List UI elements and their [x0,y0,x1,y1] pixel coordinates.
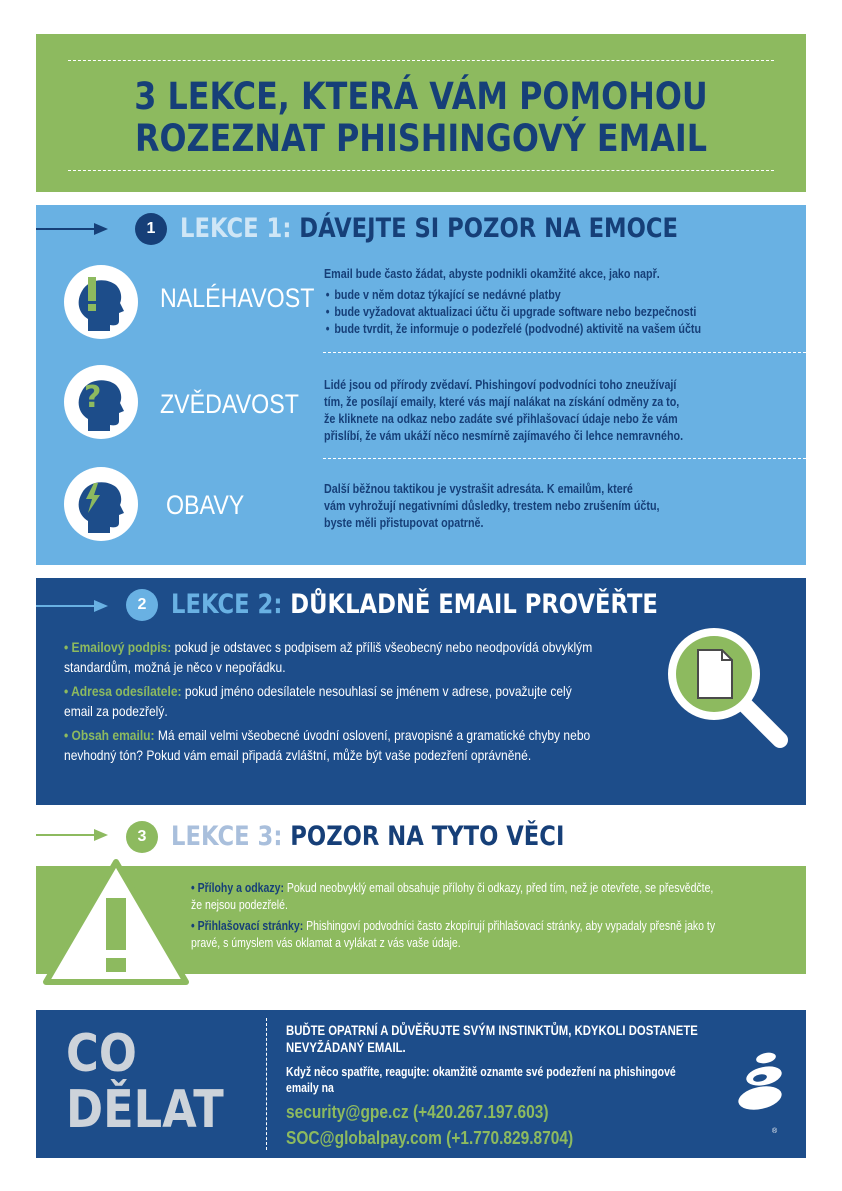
divider [323,458,806,459]
urgency-head-icon [64,265,138,339]
list-item: • bude vyžadovat aktualizaci účtu či upgrade software nebo bezpečnosti [334,304,701,321]
company-logo-icon [736,1048,788,1128]
arrow-icon [94,829,108,841]
footer-heading [66,1026,224,1138]
lesson-3-title [171,821,675,853]
lesson-1-title [180,213,678,245]
warning-triangle-icon [40,854,192,990]
item-text: email za podezřelý. [64,702,168,719]
item-text: Phishingoví podvodníci často zkopírují přihlašovací stránky, aby vypadaly přesně jako ty [303,919,716,933]
text-line: vám vyhrožují negativními důsledky, trestem nebo zrušením účtu, [324,499,660,513]
footer-text: emaily na [286,1081,334,1095]
svg-text:?: ? [84,380,102,415]
divider [68,170,774,171]
item-key: • Přílohy a odkazy: [191,881,284,895]
lesson-2-title [171,589,658,621]
urgency-description [324,266,701,338]
fear-description [324,481,660,532]
emotion-label-curiosity: ZVĚDAVOST [160,389,299,419]
arrow-line [36,228,94,230]
divider [68,60,774,61]
curiosity-head-icon [64,365,138,439]
lesson-number-badge: 1 [135,213,167,245]
divider [323,352,806,353]
list-item: • bude v něm dotaz týkající se nedávné platby [334,287,701,304]
text-line: byste měli přistupovat opatrně. [324,516,484,530]
header-banner [36,34,806,192]
title-line-1: 3 LEKCE, KTERÁ VÁM POMOHOU [134,75,708,118]
lesson-heading: DÁVEJTE SI POZOR NA EMOCE [299,213,679,244]
footer-text: NEVYŽÁDANÝ EMAIL. [286,1040,406,1055]
heading-line: DĚLAT [66,1080,224,1140]
item-text: že nejsou podezřelé. [191,898,288,912]
item-text: pokud je odstavec s podpisem až příliš všeobecný nebo neodpovídá obvyklým [171,639,593,655]
arrow-line [36,834,94,836]
urgency-list [324,287,701,338]
item-text: pokud jméno odesílatele nesouhlasí se jménem v adrese, považujte celý [181,683,572,699]
emotion-label-fear: OBAVY [166,490,245,520]
footer-text: BUĎTE OPATRNÍ A DŮVĚŘUJTE SVÝM INSTINKTŮM, KDYKOLI DOSTANETE [286,1023,698,1038]
page-title [90,76,752,160]
title-line-2: ROZEZNAT PHISHINGOVÝ EMAIL [134,117,708,160]
lesson-heading: POZOR NA TYTO VĚCI [290,821,565,852]
item-key: • Přihlašovací stránky: [191,919,304,933]
lesson-number-badge: 3 [126,821,158,853]
text-line: Další běžnou taktikou je vystrašit adresáta. K emailům, které [324,482,633,496]
item-key: • Emailový podpis: [64,639,172,655]
item-key: • Adresa odesílatele: [64,683,182,699]
curiosity-description [324,377,683,445]
footer-what-to-do [36,1010,806,1158]
lesson-number-badge: 2 [126,589,158,621]
lesson-label: LEKCE 1: [180,213,292,244]
item-text: standardům, možná je něco v nepořádku. [64,658,286,675]
registered-mark: ® [772,1128,778,1135]
contact-globalpay[interactable]: SOC@globalpay.com (+1.770.829.8704) [286,1128,574,1148]
emotion-label-urgency: NALÉHAVOST [160,283,315,313]
item-text: pravé, s úmyslem vás oklamat a vylákat z vás vaše údaje. [191,936,461,950]
check-sender [64,682,572,721]
item-text: nevhodný tón? Pokud vám email připadá zvláštní, může být vaše podezření oprávněné. [64,746,532,763]
item-key: • Obsah emailu: [64,727,155,743]
divider [266,1018,267,1150]
item-text: Pokud neobvyklý email obsahuje přílohy či odkazy, před tím, než je otevřete, se přesvědčte, [283,881,714,895]
lesson-heading: DŮKLADNĚ EMAIL PROVĚŘTE [290,589,658,620]
lesson-2-panel [36,578,806,805]
text-line: přislíbí, že vám ukáží něco nesmírně zajímavého či lehce nemravného. [324,429,684,443]
urgency-intro: Email bude často žádat, abyste podnikli okamžité akce, jako např. [324,267,660,281]
magnifier-document-icon [664,624,790,750]
lesson-1-panel [36,205,806,565]
warn-attachments [191,880,713,914]
lesson-label: LEKCE 3: [171,821,283,852]
check-content [64,726,590,765]
lesson-label: LEKCE 2: [171,589,283,620]
text-line: že kliknete na odkaz nebo zadáte své přihlašovací údaje nebo že vám [324,412,678,426]
item-text: Má email velmi všeobecné úvodní oslovení, pravopisné a gramatické chyby nebo [154,727,591,743]
arrow-line [36,605,94,607]
list-item: • bude tvrdit, že informuje o podezřelé (podvodné) aktivitě na vašem účtu [334,321,701,338]
contact-gpe[interactable]: security@gpe.cz (+420.267.197.603) [286,1102,549,1122]
arrow-icon [94,600,108,612]
text-line: tím, že posílají emaily, které vás mají nalákat na získání odměny za to, [324,395,680,409]
arrow-icon [94,223,108,235]
warn-login-pages [191,918,715,952]
heading-line: CO [66,1024,137,1084]
text-line: Lidé jsou od přírody zvědaví. Phishingoví podvodníci toho zneužívají [324,378,677,392]
footer-text: Když něco spatříte, reagujte: okamžitě oznamte své podezření na phishingové [286,1065,676,1079]
check-signature [64,638,592,677]
fear-head-icon [64,467,138,541]
